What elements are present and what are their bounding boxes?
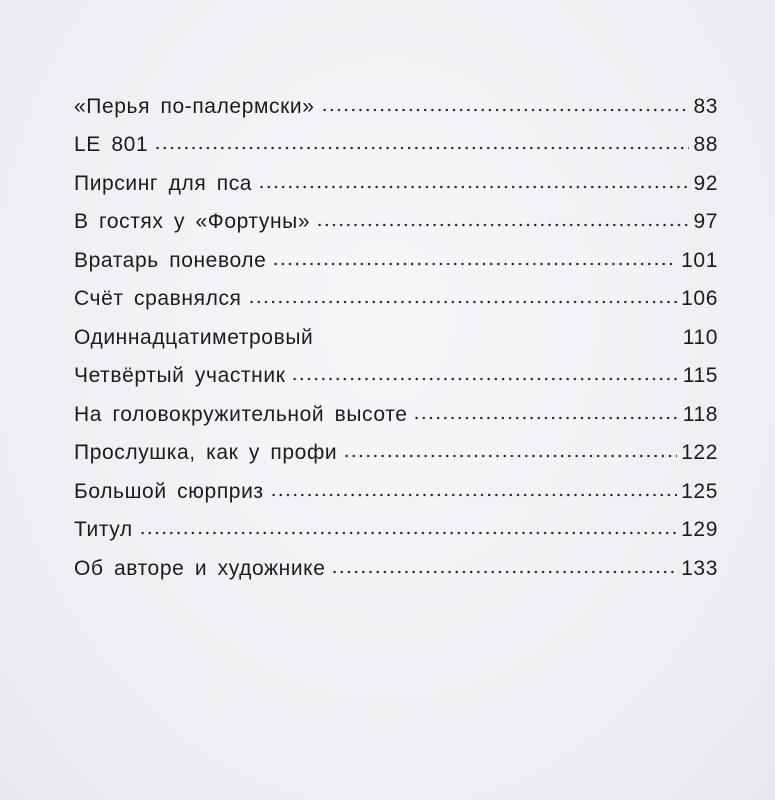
toc-entry-title: На головокружительной высоте: [74, 402, 408, 426]
dot-leader: [321, 106, 690, 114]
toc-entry: [74, 506, 718, 545]
toc-entry-title: Большой сюрприз: [74, 479, 264, 503]
dot-leader: [248, 298, 678, 306]
toc-entry: [74, 159, 718, 198]
toc-entry-title: Четвёртый участник: [74, 364, 286, 387]
toc-entry-title: Титул: [74, 518, 133, 541]
dot-leader: [139, 529, 677, 537]
toc-entry: [74, 275, 718, 314]
toc-entry: [74, 236, 718, 275]
toc-entry: [74, 121, 718, 160]
dot-leader: [291, 375, 678, 383]
toc-entry-title: Пирсинг для пса: [74, 171, 253, 195]
toc-entry-page: 83: [693, 94, 718, 118]
toc-entry-title: Об авторе и художнике: [74, 556, 326, 580]
toc-entry: [74, 544, 718, 583]
toc-entry: [74, 198, 718, 237]
toc-entry-page: 101: [681, 248, 718, 272]
toc-entry-title: Одиннадцатиметровый: [74, 325, 314, 349]
toc-entry: [74, 390, 718, 429]
dot-leader: [343, 452, 677, 460]
toc-entry-page: 129: [681, 518, 718, 541]
table-of-contents: [74, 82, 718, 583]
toc-entry-page: 118: [682, 402, 718, 426]
dot-leader: [331, 568, 677, 576]
toc-entry: [74, 82, 718, 121]
dot-leader: [272, 260, 677, 268]
toc-entry-title: LE 801: [74, 133, 149, 156]
toc-entry-page: 92: [693, 171, 718, 195]
toc-entry-page: 133: [681, 556, 718, 580]
toc-entry-page: 115: [682, 364, 718, 387]
toc-entry-title: Прослушка, как у профи: [74, 441, 338, 464]
toc-entry-page: 110: [682, 325, 718, 349]
dot-leader: [154, 144, 689, 152]
toc-entry-title: «Перья по-палермски»: [74, 94, 315, 118]
dot-leader: [270, 491, 678, 499]
toc-entry-title: Счёт сравнялся: [74, 287, 242, 310]
dot-leader: [258, 183, 689, 191]
toc-entry-title: В гостях у «Фортуны»: [74, 210, 311, 233]
toc-entry: [74, 352, 718, 391]
toc-entry-page: 88: [693, 133, 718, 156]
toc-entry: [74, 429, 718, 468]
toc-entry-page: 97: [693, 210, 718, 233]
toc-entry-page: 125: [681, 479, 718, 503]
toc-entry-page: 122: [681, 441, 718, 464]
dot-leader: [413, 414, 678, 422]
toc-entry: [74, 467, 718, 506]
dot-leader: [316, 221, 689, 229]
toc-entry-page: 106: [681, 287, 718, 310]
toc-entry-title: Вратарь поневоле: [74, 248, 267, 272]
toc-entry: [74, 313, 718, 352]
